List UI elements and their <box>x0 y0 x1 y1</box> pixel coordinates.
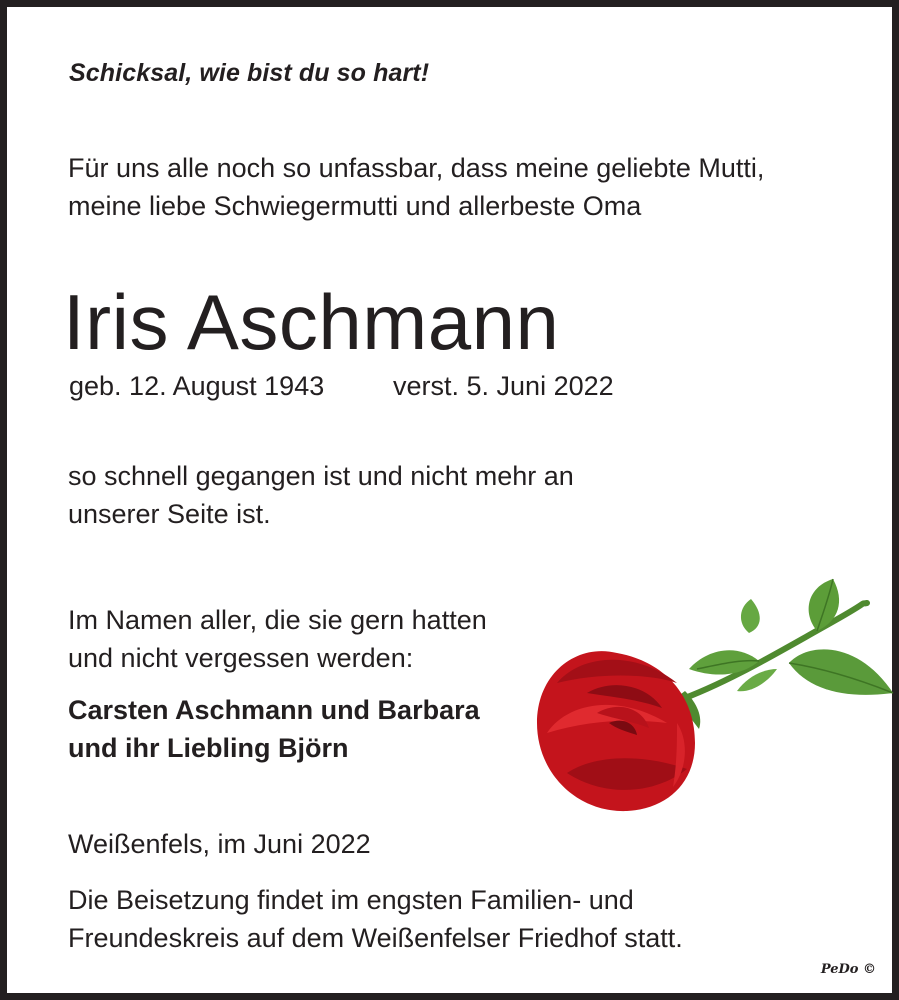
mourners-line-2: und ihr Liebling Björn <box>68 733 349 763</box>
signature-mark: PeDo © <box>820 962 876 977</box>
closing-text <box>68 601 487 677</box>
closing-line-2: und nicht vergessen werden: <box>68 643 414 673</box>
passage-line-1: so schnell gegangen ist und nicht mehr an <box>68 461 574 491</box>
burial-line-1: Die Beisetzung findet im engsten Familien- und <box>68 885 634 915</box>
death-date: verst. 5. Juni 2022 <box>393 371 614 401</box>
place-and-date: Weißenfels, im Juni 2022 <box>68 829 371 859</box>
intro-text <box>68 149 764 225</box>
intro-line-2: meine liebe Schwiegermutti und allerbeste Oma <box>68 191 642 221</box>
deceased-name: Iris Aschmann <box>63 278 560 366</box>
burial-notice <box>68 881 683 957</box>
mourners <box>68 691 480 767</box>
passage-line-2: unserer Seite ist. <box>68 499 271 529</box>
closing-line-1: Im Namen aller, die sie gern hatten <box>68 605 487 635</box>
mourners-line-1: Carsten Aschmann und Barbara <box>68 695 480 725</box>
passage-text <box>68 457 574 533</box>
motto: Schicksal, wie bist du so hart! <box>69 59 430 87</box>
intro-line-1: Für uns alle noch so unfassbar, dass meine geliebte Mutti, <box>68 153 765 183</box>
burial-line-2: Freundeskreis auf dem Weißenfelser Friedhof statt. <box>68 923 683 953</box>
birth-date: geb. 12. August 1943 <box>69 371 325 401</box>
red-rose-icon <box>527 573 897 819</box>
